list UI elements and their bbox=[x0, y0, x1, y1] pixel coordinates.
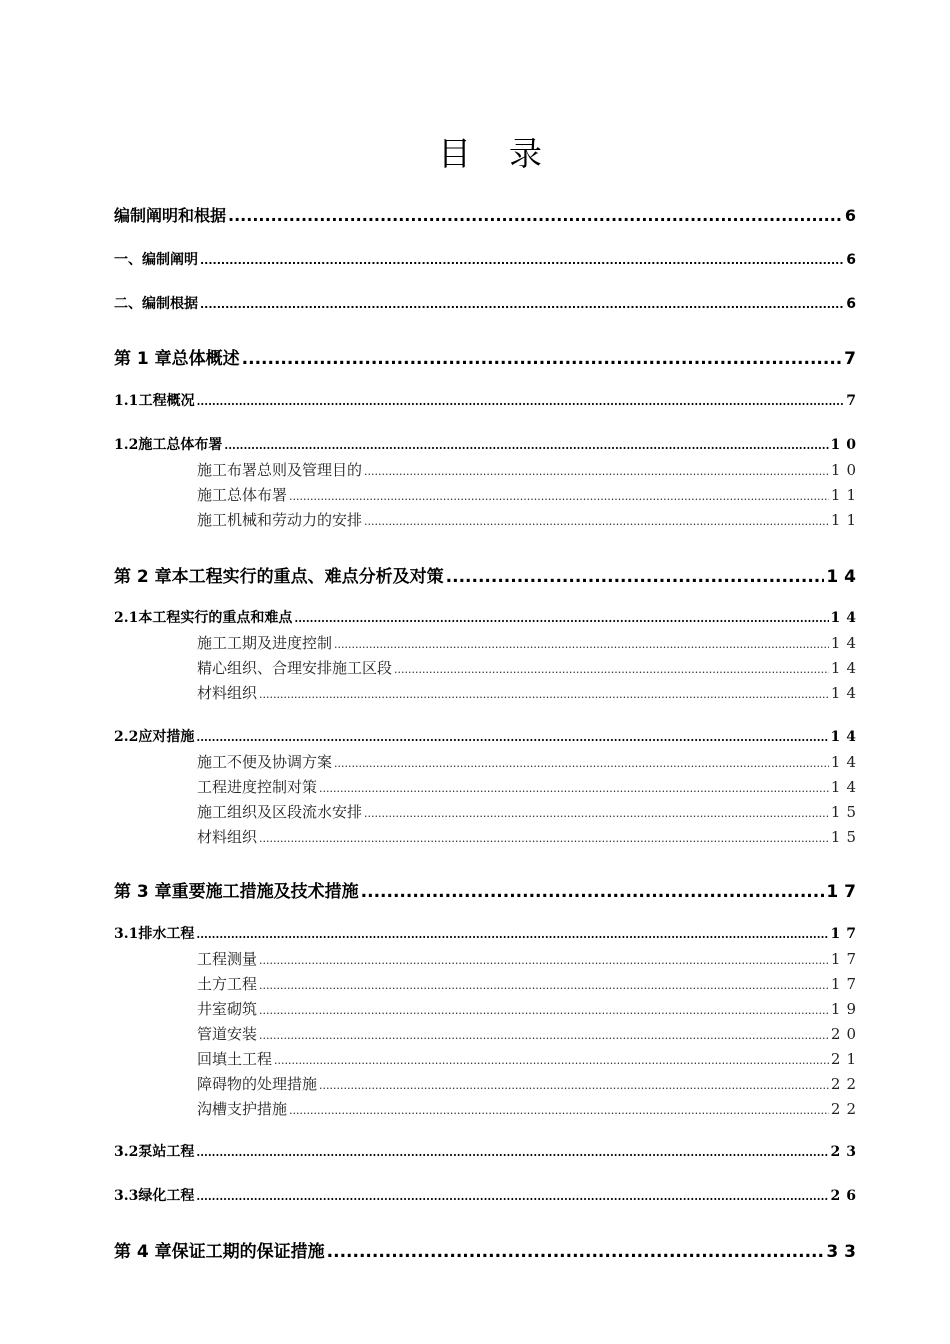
toc-entry-page: 11 bbox=[830, 511, 862, 529]
toc-entry-label: 应对措施 bbox=[138, 729, 195, 745]
toc-entry-page: 14 bbox=[830, 753, 862, 771]
toc-entry-label: 二、编制根据 bbox=[114, 296, 198, 312]
toc-entry-label: 障碍物的处理措施 bbox=[197, 1075, 318, 1093]
toc-entry-page: 33 bbox=[826, 1242, 862, 1262]
toc-section-number: 3.2 bbox=[114, 1144, 139, 1160]
toc-chapter[interactable] bbox=[114, 877, 862, 902]
toc-entry-page: 14 bbox=[830, 610, 862, 626]
toc-entry-page: 14 bbox=[830, 634, 862, 652]
toc-entry-page: 19 bbox=[830, 1000, 862, 1018]
toc-section-number: 3.1 bbox=[114, 926, 139, 942]
toc-entry-page: 14 bbox=[830, 729, 862, 745]
toc-leader bbox=[259, 688, 829, 701]
toc-leader bbox=[242, 349, 842, 369]
toc-subsection[interactable] bbox=[197, 776, 862, 797]
title-char-1: 目 bbox=[438, 134, 471, 173]
toc-entry-label: 材料组织 bbox=[197, 684, 258, 702]
toc-entry-label: 井室砌筑 bbox=[197, 1000, 258, 1018]
toc-subsection[interactable] bbox=[197, 801, 862, 822]
toc-entry-label: 绿化工程 bbox=[138, 1188, 195, 1204]
toc-subsection[interactable] bbox=[197, 1073, 862, 1094]
toc-entry-page: 21 bbox=[830, 1050, 862, 1068]
toc-entry-page: 14 bbox=[830, 659, 862, 677]
toc-entry-label: 施工不便及协调方案 bbox=[197, 753, 333, 771]
toc-entry[interactable] bbox=[114, 293, 856, 313]
toc-entry-label: 本工程实行的重点和难点 bbox=[138, 610, 293, 626]
toc-entry-label: 材料组织 bbox=[197, 828, 258, 846]
toc-entry-label: 施工布署总则及管理目的 bbox=[197, 461, 363, 479]
toc-leader bbox=[259, 954, 829, 967]
toc-entry-label: 工程概况 bbox=[138, 393, 195, 409]
toc-leader bbox=[274, 1054, 829, 1067]
toc-section[interactable] bbox=[114, 607, 862, 627]
toc-subsection[interactable] bbox=[197, 1098, 862, 1119]
toc-subsection[interactable] bbox=[197, 657, 862, 678]
toc-subsection[interactable] bbox=[197, 973, 862, 994]
toc-leader bbox=[289, 490, 829, 503]
toc-section[interactable] bbox=[114, 434, 862, 454]
toc-entry-label: 施工总体布署 bbox=[197, 486, 288, 504]
toc-section-number: 1.2 bbox=[114, 437, 139, 453]
toc-entry-label: 土方工程 bbox=[197, 975, 258, 993]
toc-subsection[interactable] bbox=[197, 751, 862, 772]
toc-entry-label: 回填土工程 bbox=[197, 1050, 273, 1068]
toc-leader bbox=[259, 979, 829, 992]
toc-entry-label: 施工机械和劳动力的安排 bbox=[197, 511, 363, 529]
toc-entry-label: 编制阐明和根据 bbox=[114, 206, 227, 225]
toc-leader bbox=[334, 757, 829, 770]
toc-entry-label: 总体概述 bbox=[171, 349, 240, 369]
toc-entry-label: 一、编制阐明 bbox=[114, 252, 198, 268]
toc-leader bbox=[196, 1190, 828, 1203]
toc-section[interactable] bbox=[114, 923, 862, 943]
toc-chapter-number: 第 3 章 bbox=[114, 882, 172, 902]
toc-entry-page: 26 bbox=[830, 1188, 862, 1204]
toc-subsection[interactable] bbox=[197, 682, 862, 703]
toc-entry-page: 10 bbox=[830, 461, 862, 479]
toc-leader bbox=[259, 832, 829, 845]
toc-entry[interactable] bbox=[114, 249, 856, 269]
toc-leader bbox=[327, 1242, 825, 1262]
toc-section[interactable] bbox=[114, 1185, 862, 1205]
toc-entry-page: 14 bbox=[826, 567, 862, 587]
toc-entry-page: 7 bbox=[846, 393, 856, 409]
toc-leader bbox=[294, 612, 828, 625]
toc-chapter[interactable] bbox=[114, 562, 862, 587]
toc-chapter-number: 第 4 章 bbox=[114, 1242, 172, 1262]
toc-leader bbox=[196, 1146, 828, 1159]
toc-entry-label: 重要施工措施及技术措施 bbox=[171, 882, 359, 902]
toc-subsection[interactable] bbox=[197, 948, 862, 969]
toc-subsection[interactable] bbox=[197, 509, 862, 530]
toc-leader bbox=[361, 882, 825, 902]
toc-entry-label: 排水工程 bbox=[138, 926, 195, 942]
toc-leader bbox=[228, 206, 843, 225]
toc-chapter-number: 第 2 章 bbox=[114, 567, 172, 587]
title-char-2: 录 bbox=[509, 134, 542, 173]
toc-section[interactable] bbox=[114, 1141, 862, 1161]
toc-entry-page: 15 bbox=[830, 803, 862, 821]
toc-leader bbox=[289, 1104, 829, 1117]
toc-entry[interactable] bbox=[114, 203, 856, 226]
toc-entry-page: 6 bbox=[846, 252, 856, 268]
toc-leader bbox=[224, 439, 828, 452]
toc-entry-page: 7 bbox=[844, 349, 856, 369]
toc-chapter[interactable] bbox=[114, 344, 856, 369]
toc-leader bbox=[364, 465, 829, 478]
toc-leader bbox=[196, 928, 828, 941]
toc-subsection[interactable] bbox=[197, 484, 862, 505]
toc-leader bbox=[364, 807, 829, 820]
toc-entry-page: 10 bbox=[830, 437, 862, 453]
toc-entry-page: 17 bbox=[830, 926, 862, 942]
toc-leader bbox=[364, 515, 829, 528]
toc-section[interactable] bbox=[114, 726, 862, 746]
toc-leader bbox=[259, 1029, 829, 1042]
toc-entry-page: 17 bbox=[826, 882, 862, 902]
toc-section-number: 3.3 bbox=[114, 1188, 139, 1204]
toc-entry-page: 14 bbox=[830, 684, 862, 702]
toc-entry-page: 6 bbox=[844, 206, 856, 225]
toc-entry-label: 泵站工程 bbox=[138, 1144, 195, 1160]
toc-leader bbox=[259, 1004, 829, 1017]
toc-leader bbox=[394, 663, 829, 676]
toc-entry-label: 沟槽支护措施 bbox=[197, 1100, 288, 1118]
toc-subsection[interactable] bbox=[197, 459, 862, 480]
toc-subsection[interactable] bbox=[197, 1023, 862, 1044]
toc-subsection[interactable] bbox=[197, 998, 862, 1019]
toc-section[interactable] bbox=[114, 390, 856, 410]
toc-entry-label: 管道安装 bbox=[197, 1025, 258, 1043]
page-title bbox=[0, 128, 950, 175]
toc-subsection[interactable] bbox=[197, 1048, 862, 1069]
toc-entry-label: 工程测量 bbox=[197, 950, 258, 968]
toc-entry-page: 15 bbox=[830, 828, 862, 846]
toc-subsection[interactable] bbox=[197, 632, 862, 653]
toc-entry-label: 施工总体布署 bbox=[138, 437, 223, 453]
toc-subsection[interactable] bbox=[197, 826, 862, 847]
toc-leader bbox=[334, 638, 829, 651]
toc-entry-page: 22 bbox=[830, 1075, 862, 1093]
toc-entry-page: 6 bbox=[846, 296, 856, 312]
toc-entry-label: 工程进度控制对策 bbox=[197, 778, 318, 796]
toc-leader bbox=[319, 782, 829, 795]
toc-entry-page: 11 bbox=[830, 486, 862, 504]
toc-chapter[interactable] bbox=[114, 1237, 862, 1262]
toc-leader bbox=[197, 395, 845, 408]
toc-entry-label: 本工程实行的重点、难点分析及对策 bbox=[171, 567, 444, 587]
toc-entry-page: 17 bbox=[830, 950, 862, 968]
toc-leader bbox=[200, 254, 844, 267]
toc-entry-page: 17 bbox=[830, 975, 862, 993]
toc-entry-page: 14 bbox=[830, 778, 862, 796]
toc-leader bbox=[196, 731, 828, 744]
toc-entry-label: 精心组织、合理安排施工区段 bbox=[197, 659, 393, 677]
toc-section-number: 2.1 bbox=[114, 610, 139, 626]
toc-entry-page: 22 bbox=[830, 1100, 862, 1118]
toc-chapter-number: 第 1 章 bbox=[114, 349, 172, 369]
toc-entry-label: 保证工期的保证措施 bbox=[171, 1242, 325, 1262]
toc-entry-page: 23 bbox=[830, 1144, 862, 1160]
toc-section-number: 1.1 bbox=[114, 393, 139, 409]
toc-section-number: 2.2 bbox=[114, 729, 139, 745]
toc-leader bbox=[446, 567, 825, 587]
toc-entry-label: 施工组织及区段流水安排 bbox=[197, 803, 363, 821]
toc-leader bbox=[319, 1079, 829, 1092]
toc-leader bbox=[200, 298, 844, 311]
toc-entry-page: 20 bbox=[830, 1025, 862, 1043]
toc-entry-label: 施工工期及进度控制 bbox=[197, 634, 333, 652]
